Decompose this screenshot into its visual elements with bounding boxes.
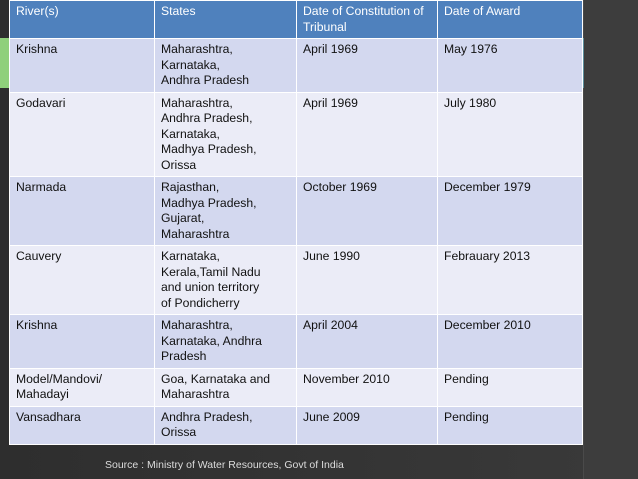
cell-constitution-date: June 2009: [297, 406, 438, 444]
cell-states: Rajasthan, Madhya Pradesh, Gujarat, Maharashtra: [155, 177, 297, 246]
table-row: [10, 368, 583, 406]
table-row: [10, 177, 583, 246]
table-row: [10, 315, 583, 369]
cell-river: Cauvery: [10, 246, 155, 315]
cell-river: Vansadhara: [10, 406, 155, 444]
cell-states: Karnataka, Kerala,Tamil Nadu and union territory of Pondicherry: [155, 246, 297, 315]
cell-constitution-date: October 1969: [297, 177, 438, 246]
cell-states: Andhra Pradesh, Orissa: [155, 406, 297, 444]
table-row: [10, 246, 583, 315]
header-date-of-award: Date of Award: [438, 1, 583, 39]
table-header-row: [10, 1, 583, 39]
table-row: [10, 39, 583, 93]
cell-states: Goa, Karnataka and Maharashtra: [155, 368, 297, 406]
header-states: States: [155, 1, 297, 39]
table-row: [10, 92, 583, 177]
header-rivers: River(s): [10, 1, 155, 39]
cell-award-date: May 1976: [438, 39, 583, 93]
cell-award-date: Pending: [438, 368, 583, 406]
cell-constitution-date: November 2010: [297, 368, 438, 406]
cell-river: Krishna: [10, 39, 155, 93]
header-date-of-constitution: Date of Constitution of Tribunal: [297, 1, 438, 39]
cell-constitution-date: June 1990: [297, 246, 438, 315]
table-row: [10, 406, 583, 444]
cell-states: Maharashtra, Karnataka, Andhra Pradesh: [155, 39, 297, 93]
cell-states: Maharashtra, Karnataka, Andhra Pradesh: [155, 315, 297, 369]
cell-award-date: Pending: [438, 406, 583, 444]
cell-river: Model/Mandovi/ Mahadayi: [10, 368, 155, 406]
cell-award-date: July 1980: [438, 92, 583, 177]
cell-river: Godavari: [10, 92, 155, 177]
tribunal-table-container: [9, 0, 582, 445]
cell-river: Narmada: [10, 177, 155, 246]
cell-constitution-date: April 2004: [297, 315, 438, 369]
cell-award-date: December 1979: [438, 177, 583, 246]
right-side-panel: [583, 0, 638, 479]
source-caption: Source : Ministry of Water Resources, Govt of India: [105, 459, 344, 471]
water-tribunal-table: [9, 0, 583, 445]
cell-river: Krishna: [10, 315, 155, 369]
cell-constitution-date: April 1969: [297, 39, 438, 93]
cell-award-date: December 2010: [438, 315, 583, 369]
cell-award-date: Febrauary 2013: [438, 246, 583, 315]
cell-states: Maharashtra, Andhra Pradesh, Karnataka, Madhya Pradesh, Orissa: [155, 92, 297, 177]
cell-constitution-date: April 1969: [297, 92, 438, 177]
